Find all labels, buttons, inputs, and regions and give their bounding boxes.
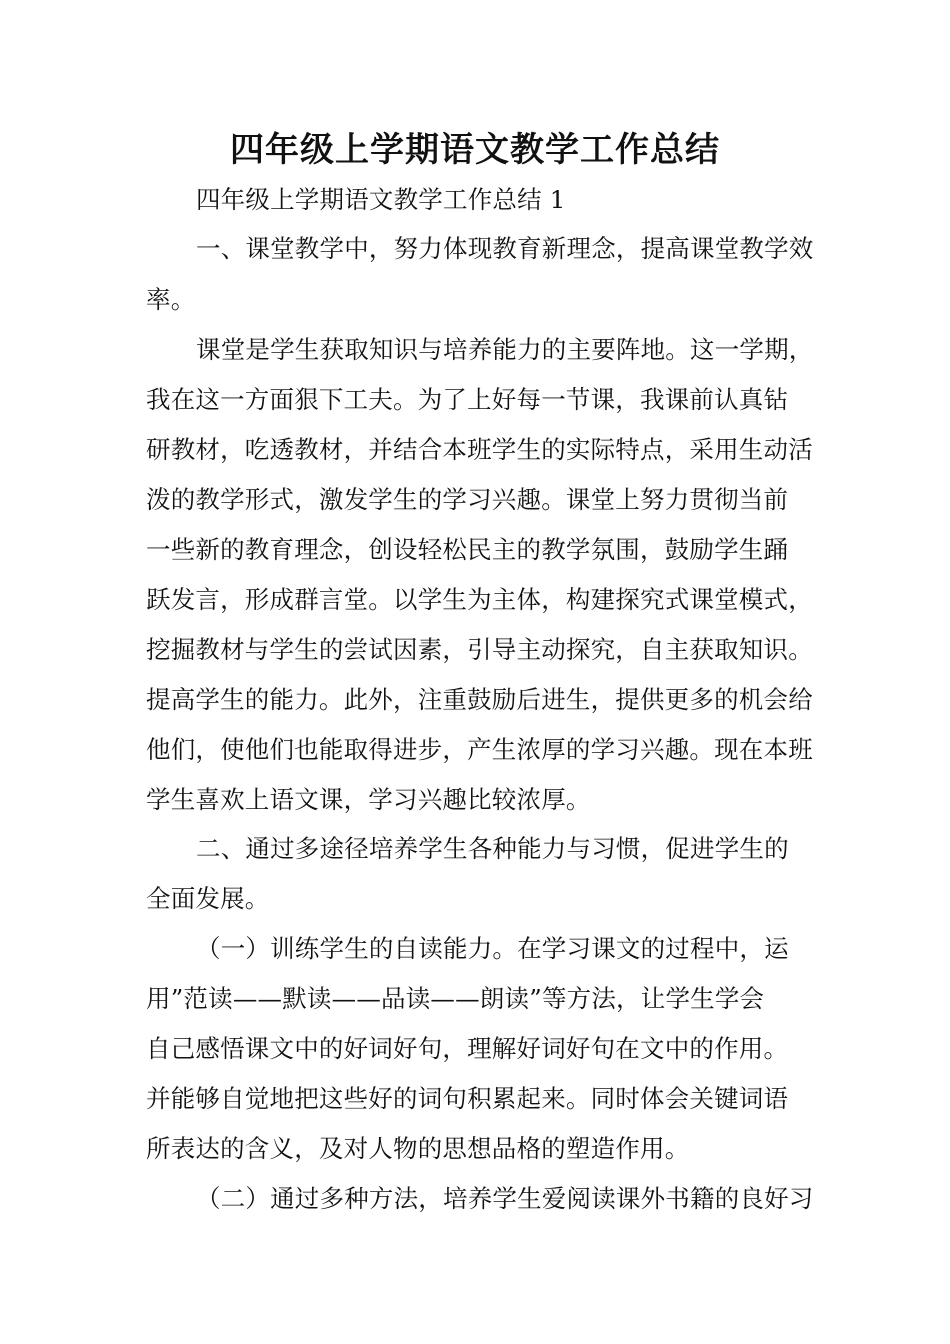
paragraph-line: （一）训练学生的自读能力。在学习课文的过程中，运 [196, 934, 789, 963]
paragraph-line: 他们，使他们也能取得进步，产生浓厚的学习兴趣。现在本班 [146, 735, 813, 764]
paragraph-line: 泼的教学形式，激发学生的学习兴趣。课堂上努力贯彻当前 [146, 485, 789, 514]
paragraph-line: 跃发言，形成群言堂。以学生为主体，构建探究式课堂模式， [146, 585, 813, 614]
paragraph-line: 我在这一方面狠下工夫。为了上好每一节课，我课前认真钻 [146, 385, 789, 414]
paragraph-line: 二、通过多途径培养学生各种能力与习惯，促进学生的 [196, 834, 789, 863]
paragraph-line: 自己感悟课文中的好词好句，理解好词好句在文中的作用。 [146, 1034, 789, 1063]
subtitle-line: 四年级上学期语文教学工作总结 1 [196, 185, 566, 214]
paragraph-line: 学生喜欢上语文课，学习兴趣比较浓厚。 [146, 785, 591, 814]
paragraph-line: 所表达的含义，及对人物的思想品格的塑造作用。 [146, 1134, 690, 1163]
paragraph-line: 用”范读——默读——品读——朗读”等方法，让学生学会 [146, 984, 765, 1013]
paragraph-line: （二）通过多种方法，培养学生爱阅读课外书籍的良好习 [196, 1184, 814, 1213]
paragraph-line: 率。 [146, 285, 196, 314]
paragraph-line: 全面发展。 [146, 884, 270, 913]
paragraph-line: 课堂是学生获取知识与培养能力的主要阵地。这一学期， [196, 335, 814, 364]
paragraph-line: 一、课堂教学中，努力体现教育新理念，提高课堂教学效 [196, 234, 814, 263]
paragraph-line: 提高学生的能力。此外，注重鼓励后进生，提供更多的机会给 [146, 685, 813, 714]
paragraph-line: 并能够自觉地把这些好的词句积累起来。同时体会关键词语 [146, 1084, 789, 1113]
paragraph-line: 一些新的教育理念，创设轻松民主的教学氛围，鼓励学生踊 [146, 535, 789, 564]
document-title: 四年级上学期语文教学工作总结 [230, 130, 720, 170]
paragraph-line: 研教材，吃透教材，并结合本班学生的实际特点，采用生动活 [146, 435, 813, 464]
paragraph-line: 挖掘教材与学生的尝试因素，引导主动探究，自主获取知识。 [146, 635, 813, 664]
